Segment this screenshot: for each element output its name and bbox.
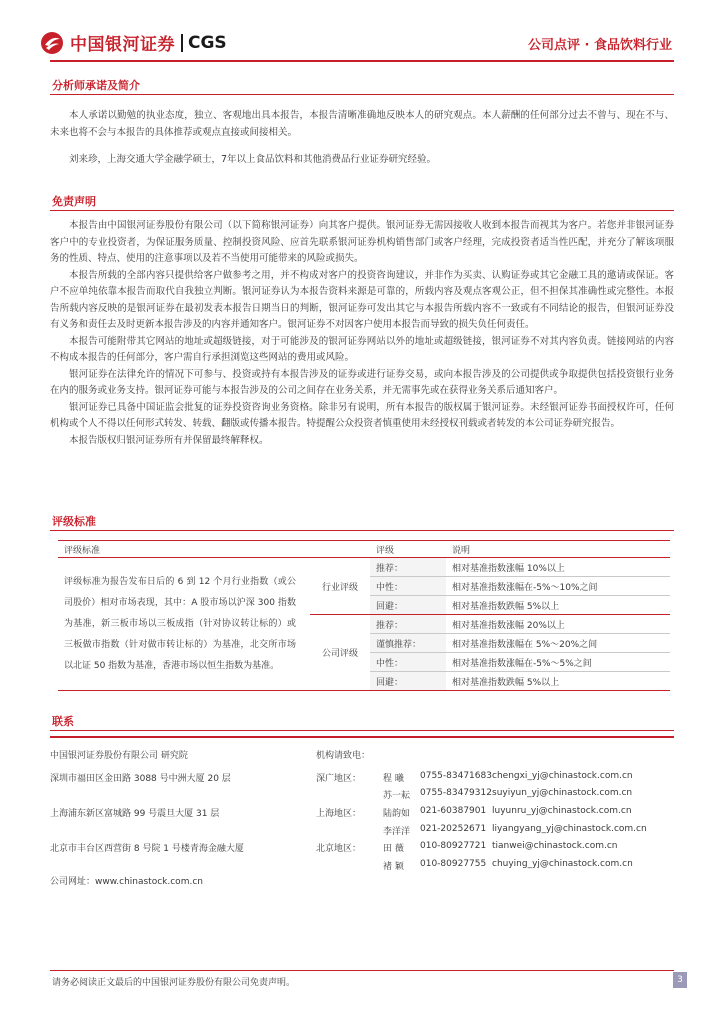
rating-grade: 回避： (370, 596, 446, 615)
header-explanation: 说明 (446, 541, 670, 558)
table-row (58, 558, 670, 577)
rating-description: 相对基准指数涨幅 10%以上 (446, 558, 670, 577)
rating-grade: 推荐： (370, 615, 446, 634)
contact-name: 李洋洋 (383, 827, 411, 837)
brand-name-en: CGS (188, 32, 227, 53)
footer-divider (50, 970, 674, 971)
research-institute-name: 中国银河证券股份有限公司 研究院 (50, 751, 188, 761)
disclaimer-paragraph: 本报告可能附带其它网站的地址或超级链接，对于可能涉及的银河证券网站以外的地址或超级链接，银河证券不对其内容负责。链接网站的内容不构成本报告的任何部分，客户需自行承担浏览这些网站的费用或风险。 (50, 335, 674, 363)
cgs-logo-icon (40, 31, 64, 55)
office-address: 深圳市福田区金田路 3088 号中洲大厦 20 层 (50, 774, 231, 784)
contact-divider (50, 736, 674, 738)
contact-section-title: 联系 (52, 715, 74, 728)
rating-grade: 中性： (370, 653, 446, 672)
contact-phone: 021-60387901 (420, 806, 487, 816)
rating-standard-description: 评级标准为报告发布日后的 6 到 12 个月行业指数（或公司股价）相对市场表现，其中：A 股市场以沪深 300 指数为基准，新三板市场以三板成指（针对协议转让标的）或三板做市指数（针对做市转让标的）为基准，北交所市场以北证 50 指数为基准，香港市场以恒生指数为基准。 (58, 558, 310, 691)
office-region: 上海地区： (316, 809, 362, 819)
contact-phone: 010-80927755 (420, 859, 487, 869)
contact-name: 程 曦 (383, 774, 404, 784)
industry-rating-label: 行业评级 (310, 558, 370, 615)
sales-contact-title: 机构请致电： (316, 751, 371, 761)
contact-email[interactable]: luyunru_yj@chinastock.com.cn (492, 806, 632, 816)
header-standard: 评级标准 (58, 541, 310, 558)
logo-divider (181, 34, 183, 52)
contact-phone: 021-20252671 (420, 824, 487, 834)
rating-description: 相对基准指数涨幅在 5%～20%之间 (446, 634, 670, 653)
rating-section-title: 评级标准 (52, 515, 96, 528)
analyst-section-header (50, 78, 674, 95)
contact-email[interactable]: chuying_yj@chinastock.com.cn (492, 859, 633, 869)
page-header (0, 0, 724, 72)
rating-table (58, 540, 670, 691)
rating-section-header (50, 514, 674, 531)
analyst-statement (50, 108, 674, 141)
contact-phone: 0755-83471683 (420, 771, 492, 781)
contact-name: 苏一耘 (383, 791, 411, 801)
brand-name-cn: 中国银河证券 (70, 35, 175, 55)
rating-grade: 谨慎推荐： (370, 634, 446, 653)
rating-description: 相对基准指数跌幅 5%以上 (446, 596, 670, 615)
disclaimer-section-header (50, 194, 674, 211)
company-logo (40, 30, 227, 55)
office-region: 深广地区： (316, 774, 362, 784)
analyst-bio-text: 刘来珍，上海交通大学金融学硕士，7年以上食品饮料和其他消费品行业证券研究经验。 (69, 154, 437, 165)
analyst-statement-text: 本人承诺以勤勉的执业态度，独立、客观地出具本报告，本报告清晰准确地反映本人的研究观点。本人薪酬的任何部分过去不曾与、现在不与、未来也将不会与本报告的具体推荐或观点直接或间接相关。 (50, 110, 674, 138)
contact-section-header (50, 714, 674, 731)
disclaimer-paragraph: 本报告由中国银河证券股份有限公司（以下简称银河证券）向其客户提供。银河证券无需因接收人收到本报告而视其为客户。若您并非银河证券客户中的专业投资者，为保证服务质量、控制投资风险、应首先联系银河证券机构销售部门或客户经理，完成投资者适当性匹配，并充分了解该项服务的性质、特点、使用的注意事项以及若不当使用可能带来的风险或损失。 (50, 220, 674, 264)
analyst-bio (50, 152, 674, 169)
contact-name: 田 薇 (383, 844, 404, 854)
rating-description: 相对基准指数涨幅在-5%～5%之间 (446, 653, 670, 672)
office-region: 北京地区： (316, 844, 362, 854)
header-grade: 评级 (370, 541, 446, 558)
contact-email[interactable]: suyiyun_yj@chinastock.com.cn (492, 788, 633, 798)
disclaimer-paragraph: 本报告所载的全部内容只提供给客户做参考之用，并不构成对客户的投资咨询建议，并非作为买卖、认购证券或其它金融工具的邀请或保证。客户不应单纯依靠本报告而取代自我独立判断。银河证券认为本报告资料来源是可靠的，所载内容及观点客观公正，但不担保其准确性或完整性。本报告所载内容反映的是银河证券在最初发表本报告日期当日的判断，银河证券可发出其它与本报告所载内容不一致或有不同结论的报告，但银河证券没有义务和责任去及时更新本报告涉及的内容并通知客户。银河证券不对因客户使用本报告而导致的损失负任何责任。 (50, 269, 674, 330)
rating-description: 相对基准指数跌幅 5%以上 (446, 672, 670, 691)
contact-name: 陆韵如 (383, 809, 411, 819)
disclaimer-paragraph: 本报告版权归银河证券所有并保留最终解释权。 (69, 434, 269, 446)
footer-notice: 请务必阅读正文最后的中国银河证券股份有限公司免责声明。 (52, 978, 296, 988)
analyst-section-title: 分析师承诺及简介 (52, 79, 140, 92)
contact-phone: 0755-83479312 (420, 788, 492, 798)
contact-email[interactable]: liyangyang_yj@chinastock.com.cn (492, 824, 647, 834)
contact-email[interactable]: tianwei@chinastock.com.cn (492, 841, 618, 851)
rating-grade: 推荐： (370, 558, 446, 577)
rating-grade: 中性： (370, 577, 446, 596)
office-address: 上海浦东新区富城路 99 号震旦大厦 31 层 (50, 809, 220, 819)
header-divider (50, 60, 674, 62)
company-website[interactable]: 公司网址：www.chinastock.com.cn (50, 877, 203, 887)
header-blank (310, 541, 370, 558)
rating-description: 相对基准指数涨幅在-5%～10%之间 (446, 577, 670, 596)
page-number: 3 (673, 972, 687, 988)
disclaimer-section-title: 免责声明 (52, 195, 96, 208)
rating-description: 相对基准指数涨幅 20%以上 (446, 615, 670, 634)
disclaimer-body (50, 218, 674, 449)
office-address: 北京市丰台区西营街 8 号院 1 号楼青海金融大厦 (50, 844, 244, 854)
rating-grade: 回避： (370, 672, 446, 691)
disclaimer-paragraph: 银河证券在法律允许的情况下可参与、投资或持有本报告涉及的证券或进行证券交易，或向本报告涉及的公司提供或争取提供包括投资银行业务在内的服务或业务支持。银河证券可能与本报告涉及的公司之间存在业务关系，并无需事先或在获得业务关系后通知客户。 (50, 368, 674, 396)
contact-name: 褚 颖 (383, 862, 404, 872)
contact-phone: 010-80927721 (420, 841, 487, 851)
contact-email[interactable]: chengxi_yj@chinastock.com.cn (492, 771, 633, 781)
rating-table-header (58, 541, 670, 558)
disclaimer-paragraph: 银河证券已具备中国证监会批复的证券投资咨询业务资格。除非另有说明，所有本报告的版权属于银河证券。未经银河证券书面授权许可，任何机构或个人不得以任何形式转发、转载、翻版或传播本报告。特提醒公众投资者慎重使用未经授权刊载或者转发的本公司证券研究报告。 (50, 401, 674, 429)
company-rating-label: 公司评级 (310, 615, 370, 691)
report-type: 公司点评 · 食品饮料行业 (528, 38, 672, 53)
